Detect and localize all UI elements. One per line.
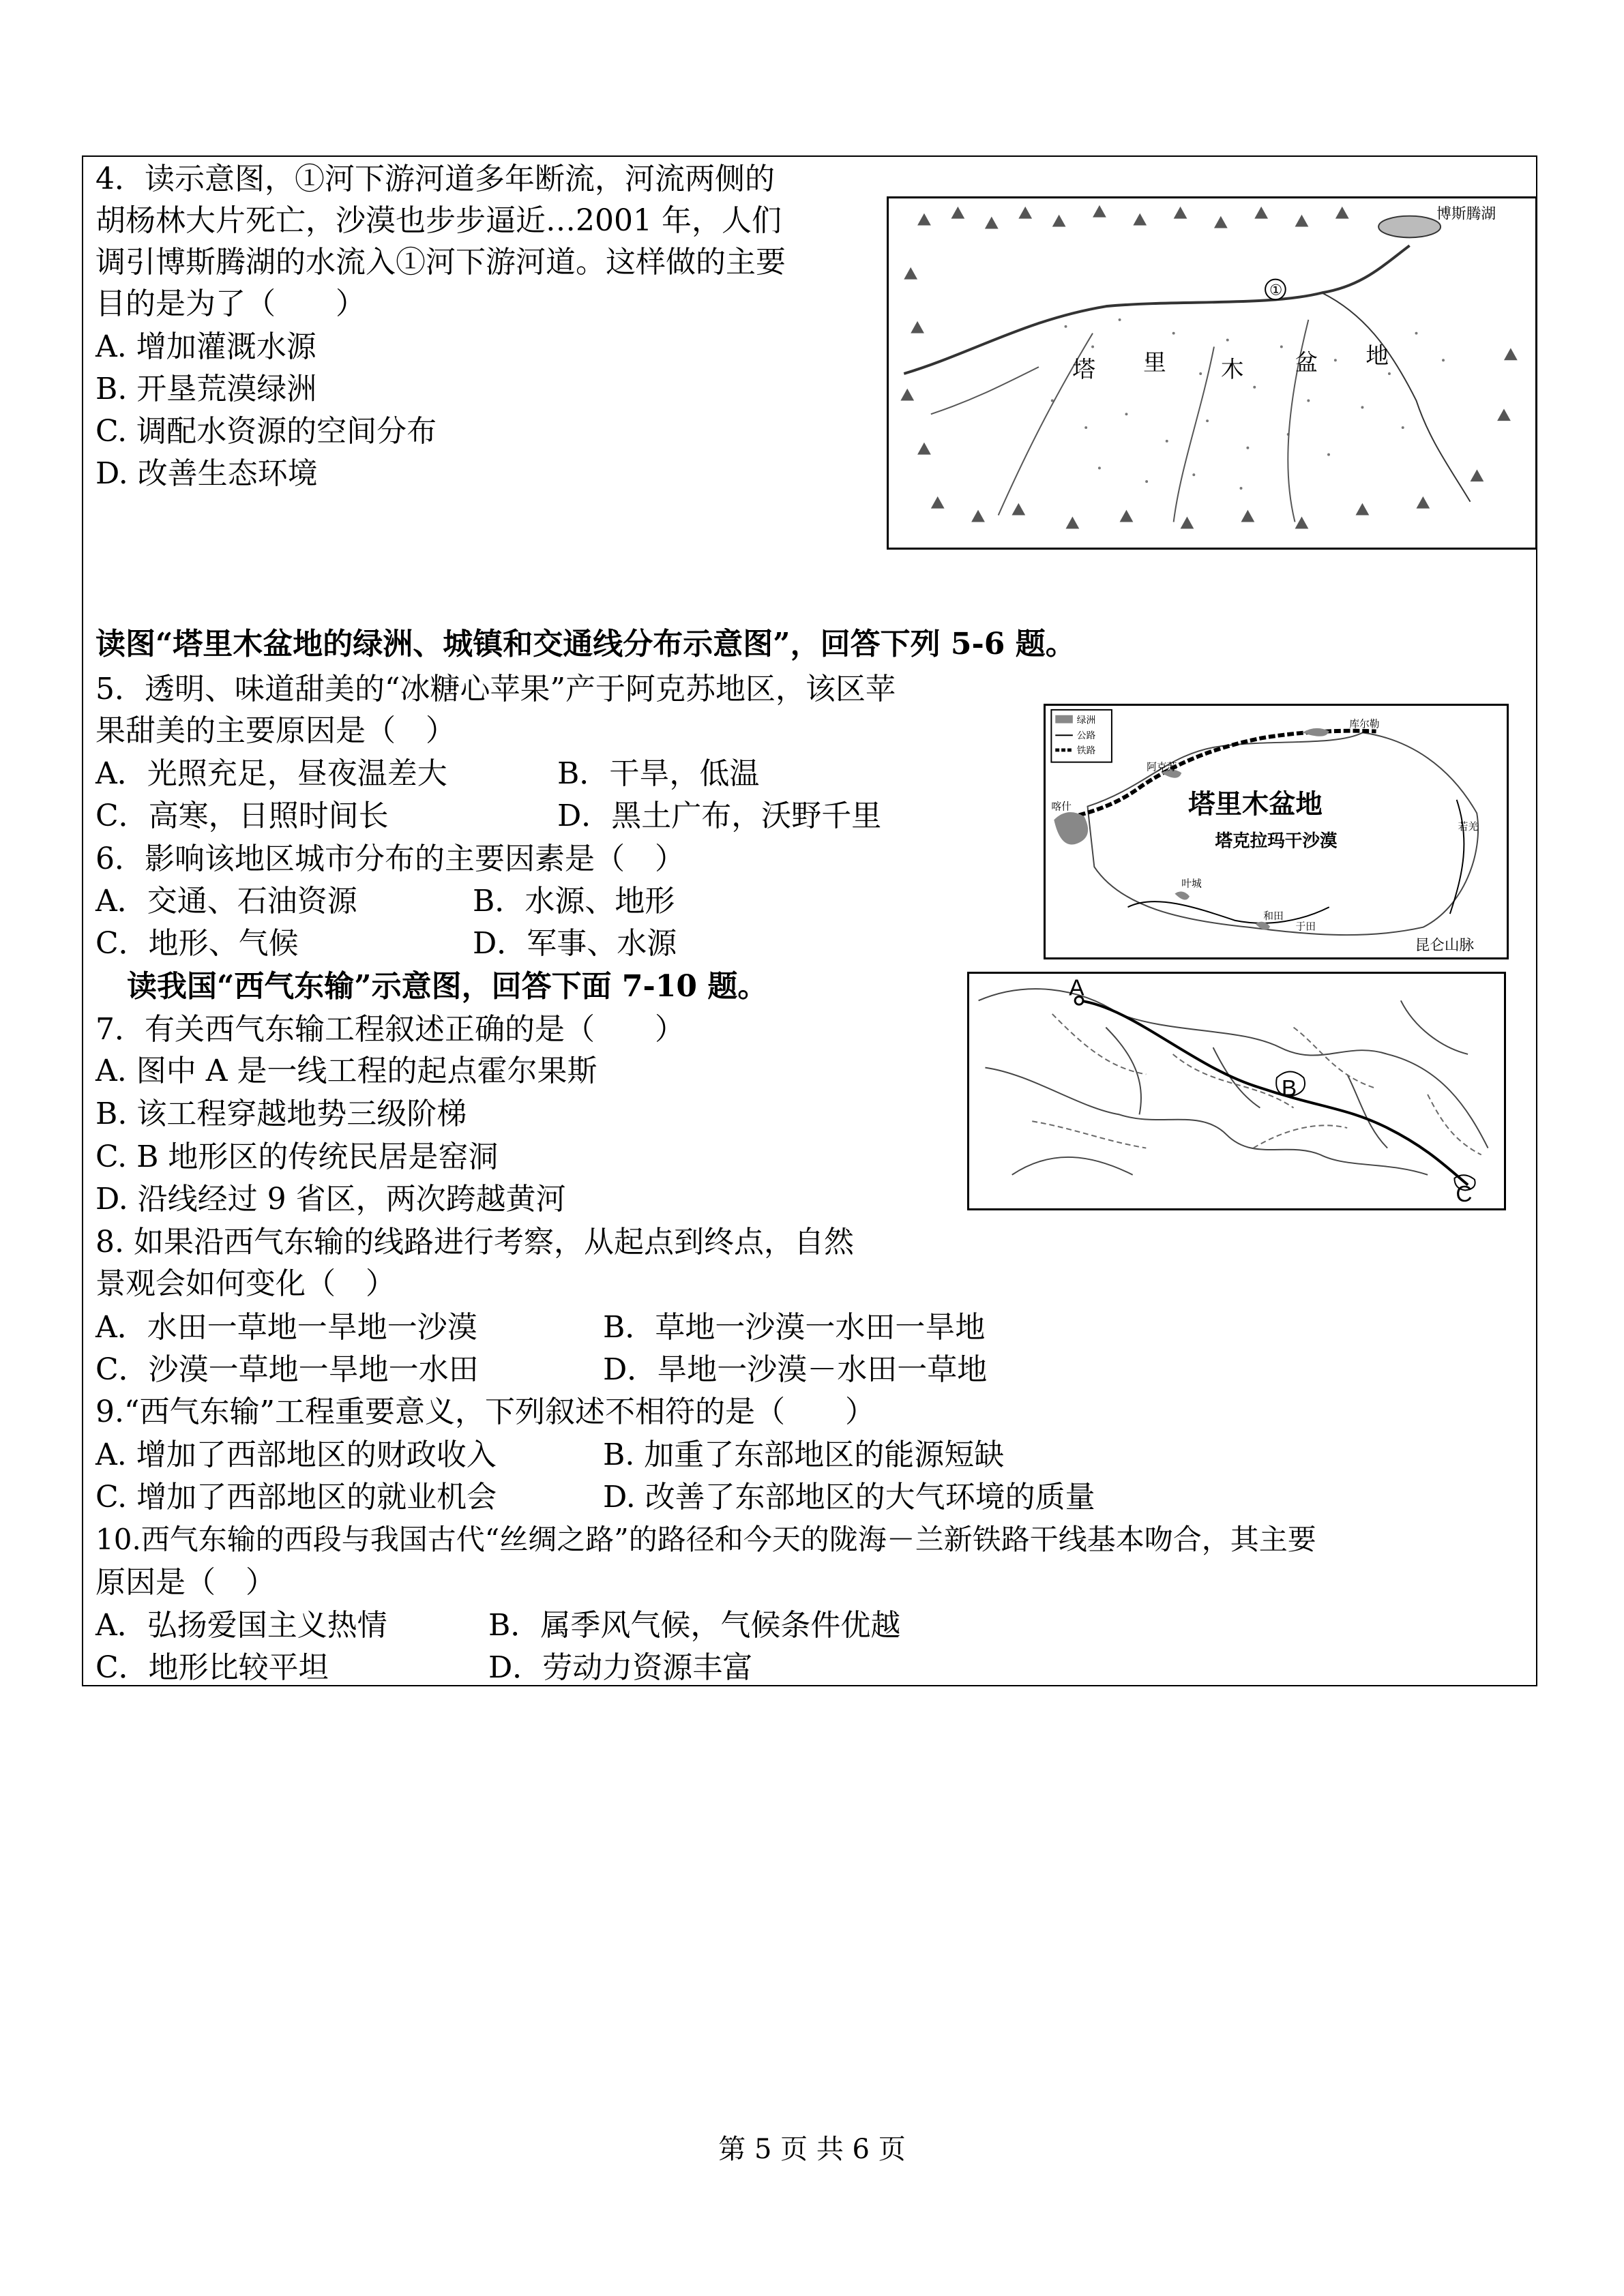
q6-option-a: A．交通、石油资源	[95, 884, 357, 919]
q5-line: 果甜美的主要原因是（ ）	[95, 713, 456, 748]
desert-label: 塔克拉玛干沙漠	[1215, 831, 1338, 851]
tarim-river-map	[887, 196, 1537, 550]
q10-line: 原因是（ ）	[95, 1565, 276, 1600]
q4-option-b: B. 开垦荒漠绿洲	[95, 372, 317, 406]
q7-option-d: D. 沿线经过 9 省区，两次跨越黄河	[95, 1182, 566, 1217]
tarim-oasis-map	[1044, 704, 1509, 959]
q4-option-c: C. 调配水资源的空间分布	[95, 414, 437, 449]
q4-option-a: A. 增加灌溉水源	[95, 329, 316, 364]
q9-option-a: A. 增加了西部地区的财政收入	[95, 1437, 497, 1472]
q4-line: 4．读示意图，①河下游河道多年断流，河流两侧的	[95, 162, 775, 196]
q8-option-a: A．水田一草地一旱地一沙漠	[95, 1310, 477, 1345]
legend-item: 公路	[1076, 730, 1096, 741]
city-label: 叶城	[1181, 878, 1202, 890]
city-label: 阿克苏	[1147, 762, 1177, 773]
q9-option-b: B. 加重了东部地区的能源短缺	[603, 1437, 1005, 1472]
q6-option-d: D．军事、水源	[473, 926, 677, 961]
city-label: 于田	[1295, 921, 1316, 933]
q5-option-b: B．干旱，低温	[557, 756, 760, 791]
q4-line: 胡杨林大片死亡，沙漠也步步逼近…2001 年，人们	[95, 203, 782, 238]
q10-option-c: C．地形比较平坦	[95, 1650, 329, 1685]
q7-option-b: B. 该工程穿越地势三级阶梯	[95, 1097, 467, 1131]
basin-char: 里	[1143, 351, 1166, 376]
city-label: 若羌	[1458, 822, 1479, 833]
q5-option-d: D．黑土广布，沃野千里	[557, 799, 882, 833]
q9-option-c: C. 增加了西部地区的就业机会	[95, 1480, 497, 1515]
point-label: A	[1069, 975, 1084, 1001]
q6-line: 6．影响该地区城市分布的主要因素是（ ）	[95, 841, 685, 876]
q5-line: 5．透明、味道甜美的“冰糖心苹果”产于阿克苏地区，该区苹	[95, 672, 896, 706]
q4-line: 目的是为了（ ）	[95, 286, 366, 321]
page-footer: 第 5 页 共 6 页	[718, 2134, 906, 2165]
city-label: 喀什	[1051, 801, 1072, 813]
section-intro-5-6: 读图“塔里木盆地的绿洲、城镇和交通线分布示意图”，回答下列 5-6 题。	[95, 627, 1076, 661]
q10-line: 10.西气东输的西段与我国古代“丝绸之路”的路径和今天的陇海－兰新铁路干线基本吻合，其主要	[95, 1523, 1316, 1556]
q8-line: 景观会如何变化（ ）	[95, 1266, 396, 1301]
legend-item: 铁路	[1076, 745, 1096, 756]
mountain-label: 昆仑山脉	[1415, 936, 1475, 954]
q10-option-a: A．弘扬爱国主义热情	[95, 1608, 387, 1643]
q8-option-d: D．旱地一沙漠－水田一草地	[603, 1352, 988, 1387]
basin-char: 木	[1220, 357, 1244, 383]
city-label: 和田	[1263, 910, 1284, 922]
q6-option-b: B．水源、地形	[473, 884, 675, 919]
basin-char: 盆	[1295, 351, 1318, 376]
q4-option-d: D. 改善生态环境	[95, 456, 318, 491]
q10-option-b: B．属季风气候，气候条件优越	[488, 1608, 901, 1643]
q4-line: 调引博斯腾湖的水流入①河下游河道。这样做的主要	[95, 245, 786, 280]
q8-line: 8. 如果沿西气东输的线路进行考察，从起点到终点，自然	[95, 1225, 854, 1259]
basin-char: 塔	[1072, 357, 1095, 383]
section-intro-7-10: 读我国“西气东输”示意图，回答下面 7-10 题。	[127, 969, 768, 1004]
q9-line: 9.“西气东输”工程重要意义，下列叙述不相符的是（ ）	[95, 1395, 875, 1429]
q7-option-a: A. 图中 A 是一线工程的起点霍尔果斯	[95, 1054, 597, 1088]
q8-option-b: B．草地一沙漠一水田一旱地	[603, 1310, 986, 1345]
river-marker: ①	[1269, 281, 1283, 299]
q5-option-c: C．高寒，日照时间长	[95, 799, 389, 833]
basin-label: 塔里木盆地	[1188, 789, 1323, 820]
q10-option-d: D．劳动力资源丰富	[488, 1650, 753, 1685]
point-label: B	[1281, 1075, 1297, 1101]
basin-char: 地	[1365, 344, 1389, 370]
q7-option-c: C. B 地形区的传统民居是窑洞	[95, 1139, 499, 1174]
q6-option-c: C．地形、气候	[95, 926, 299, 961]
city-label: 库尔勒	[1349, 719, 1380, 730]
q5-option-a: A．光照充足，昼夜温差大	[95, 756, 447, 791]
west-east-gas-map	[967, 972, 1506, 1210]
q8-option-c: C．沙漠一草地一旱地一水田	[95, 1352, 479, 1387]
point-label: C	[1456, 1182, 1473, 1208]
q7-line: 7．有关西气东输工程叙述正确的是（ ）	[95, 1012, 685, 1047]
lake-label: 博斯腾湖	[1436, 205, 1496, 222]
legend-item: 绿洲	[1076, 715, 1096, 726]
q9-option-d: D. 改善了东部地区的大气环境的质量	[603, 1480, 1095, 1515]
